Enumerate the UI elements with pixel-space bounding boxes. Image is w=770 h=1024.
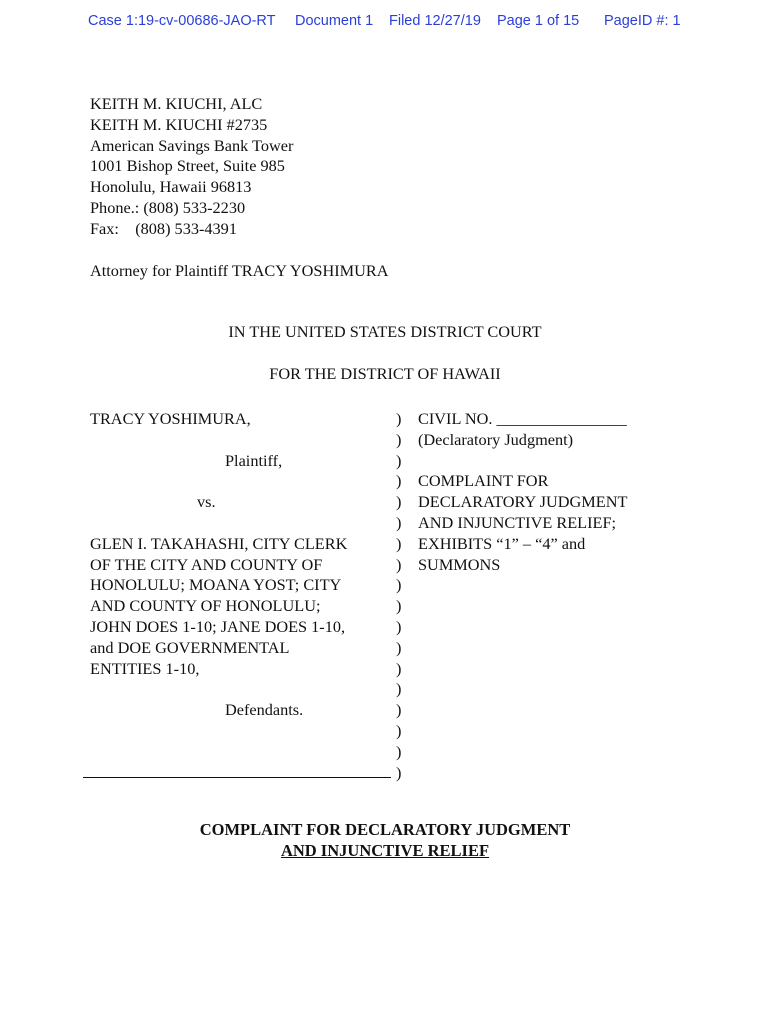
defendant-line: and DOE GOVERNMENTAL <box>90 637 290 657</box>
attorney-role: Attorney for Plaintiff TRACY YOSHIMURA <box>90 261 389 280</box>
caption-case-info <box>418 409 627 575</box>
defendant-line: GLEN I. TAKAHASHI, CITY CLERK <box>90 533 348 553</box>
pleading-line: AND INJUNCTIVE RELIEF; <box>418 512 617 532</box>
filed-date: Filed 12/27/19 <box>389 13 481 29</box>
title-line-2: AND INJUNCTIVE RELIEF <box>280 841 490 860</box>
defendant-line: AND COUNTY OF HONOLULU; <box>90 596 321 616</box>
page-id: PageID #: 1 <box>604 13 681 29</box>
pleading-line: COMPLAINT FOR <box>418 471 549 491</box>
paren: ) <box>396 409 402 428</box>
paren: ) <box>396 658 402 678</box>
paren: ) <box>396 554 402 574</box>
attorney-line: American Savings Bank Tower <box>90 135 294 155</box>
attorney-line: KEITH M. KIUCHI #2735 <box>90 114 268 134</box>
paren: ) <box>396 575 402 595</box>
paren: ) <box>396 720 402 740</box>
paren: ) <box>396 471 402 491</box>
paren: ) <box>396 700 402 720</box>
page-indicator: Page 1 of 15 <box>497 13 580 29</box>
civil-type: (Declaratory Judgment) <box>418 429 574 449</box>
document-number: Document 1 <box>295 13 374 29</box>
versus-label: vs. <box>197 492 216 512</box>
defendant-line: HONOLULU; MOANA YOST; CITY <box>90 575 342 595</box>
attorney-line: Honolulu, Hawaii 96813 <box>90 177 252 197</box>
paren: ) <box>396 492 402 512</box>
attorney-line: 1001 Bishop Street, Suite 985 <box>90 156 285 176</box>
paren: ) <box>396 616 402 636</box>
pleading-line: SUMMONS <box>418 554 501 574</box>
attorney-line: Fax: (808) 533-4391 <box>90 218 237 238</box>
defendant-line: ENTITIES 1-10, <box>90 658 200 678</box>
paren: ) <box>396 679 402 699</box>
attorney-line: KEITH M. KIUCHI, ALC <box>90 94 263 113</box>
plaintiff-name: TRACY YOSHIMURA, <box>90 409 251 428</box>
caption-parties <box>90 409 390 721</box>
paren: ) <box>396 450 402 470</box>
pleading-line: DECLARATORY JUDGMENT <box>418 492 628 512</box>
paren: ) <box>396 533 402 553</box>
plaintiff-label: Plaintiff, <box>225 450 283 470</box>
defendants-label: Defendants. <box>225 700 304 720</box>
case-number: Case 1:19-cv-00686-JAO-RT <box>88 13 276 29</box>
court-name: IN THE UNITED STATES DISTRICT COURT <box>228 322 542 341</box>
caption-parentheses <box>396 409 408 783</box>
paren: ) <box>396 741 402 761</box>
paren: ) <box>396 762 402 782</box>
court-district: FOR THE DISTRICT OF HAWAII <box>269 364 501 383</box>
caption-divider-line <box>83 777 391 778</box>
paren: ) <box>396 596 402 616</box>
paren: ) <box>396 429 402 449</box>
document-title <box>0 819 770 861</box>
filing-header <box>0 13 770 35</box>
pleading-line: EXHIBITS “1” – “4” and <box>418 533 586 553</box>
defendant-line: OF THE CITY AND COUNTY OF <box>90 554 323 574</box>
paren: ) <box>396 512 402 532</box>
civil-number: CIVIL NO. ________________ <box>418 409 627 428</box>
attorney-line: Phone.: (808) 533-2230 <box>90 197 246 217</box>
title-line-1: COMPLAINT FOR DECLARATORY JUDGMENT <box>199 820 571 839</box>
paren: ) <box>396 637 402 657</box>
attorney-block <box>90 94 293 240</box>
defendant-line: JOHN DOES 1-10; JANE DOES 1-10, <box>90 616 346 636</box>
